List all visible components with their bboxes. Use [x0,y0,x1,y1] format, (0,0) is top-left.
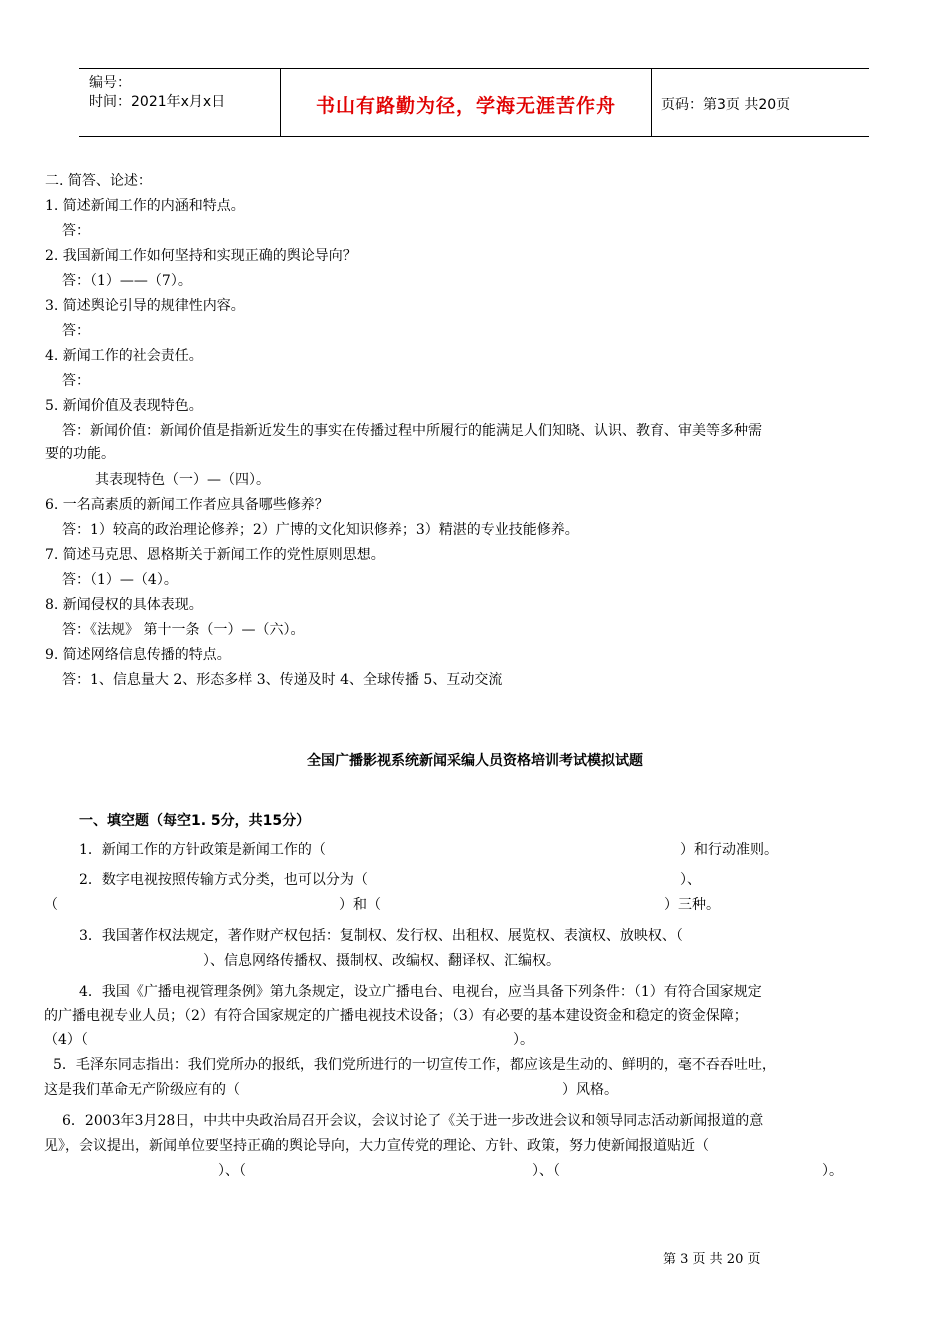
q4-bracket-open: （4）（ [44,1032,88,1048]
q3-text-end: ）、信息网络传播权、摄制权、改编权、翻译权、汇编权。 [203,953,560,969]
question-line: 3. 简述舆论引导的规律性内容。 [45,298,245,314]
q2-text-and: ）和（ [339,897,381,913]
q4-text-end: ）。 [513,1032,534,1048]
q1-text: 1．新闻工作的方针政策是新闻工作的（ [79,842,326,858]
answer-line: 答：1）较高的政治理论修养；2）广博的文化知识修养；3）精湛的专业技能修养。 [62,522,579,538]
q6-text-mid2: ）、（ [532,1163,560,1179]
answer-line: 答： [62,373,90,389]
q5-text-end: ）风格。 [562,1082,618,1098]
q6-text-mid1: ）、（ [218,1163,246,1179]
answer-line: 其表现特色（一）—（四）。 [95,472,270,488]
answer-line: 答： [62,323,90,339]
answer-line: 答：《法规》 第十一条（一）—（六）。 [62,622,305,638]
question-line: 4. 新闻工作的社会责任。 [45,348,203,364]
answer-line: 答：新闻价值：新闻价值是指新近发生的事实在传播过程中所履行的能满足人们知晓、认识、教育、审美等多种需 [62,423,762,439]
q6-text-end: ）。 [822,1163,843,1179]
q1-text-end: ）和行动准则。 [680,842,778,858]
q4-text-cont: 的广播电视专业人员；（2）有符合国家规定的广播电视技术设备；（3）有必要的基本建设资金和稳定的资金保障； [44,1008,748,1024]
answer-line: 答：（1）—（4）。 [62,572,178,588]
question-line: 1. 简述新闻工作的内涵和特点。 [45,198,245,214]
question-line: 7. 简述马克思、恩格斯关于新闻工作的党性原则思想。 [45,547,385,563]
question-line: 2. 我国新闻工作如何坚持和实现正确的舆论导向？ [45,248,357,264]
motto: 书山有路勤为径，学海无涯苦作舟 [315,95,616,117]
time-label: 时间：2021年x月x日 [89,94,226,110]
section-heading: 二. 简答、论述： [45,173,152,189]
page-info: 页码：第3页 共20页 [661,97,791,113]
q6-text: 6．2003年3月28日，中共中央政治局召开会议，会议讨论了《关于进一步改进会议和领导同志活动新闻报道的意 [62,1113,764,1129]
page-footer: 第 3 页 共 20 页 [663,1252,761,1267]
exam-title: 全国广播影视系统新闻采编人员资格培训考试模拟试题 [307,753,643,769]
q6-text-cont: 见》，会议提出，新闻单位要坚持正确的舆论导向，大力宣传党的理论、方针、政策，努力使新闻报道贴近（ [44,1138,709,1154]
q2-bracket-open: （ [44,897,58,913]
question-line: 8. 新闻侵权的具体表现。 [45,597,203,613]
q5-text-cont: 这是我们革命无产阶级应有的（ [44,1082,240,1098]
question-line: 6. 一名高素质的新闻工作者应具备哪些修养？ [45,497,329,513]
q4-text: 4．我国《广播电视管理条例》第九条规定，设立广播电台、电视台，应当具备下列条件：（1）有符合国家规定 [79,984,762,1000]
answer-line: 答： [62,223,90,239]
q5-text: 5．毛泽东同志指出：我们党所办的报纸，我们党所进行的一切宣传工作，都应该是生动的、鲜明的，毫不吞吞吐吐， [53,1057,776,1073]
question-line: 9. 简述网络信息传播的特点。 [45,647,231,663]
q2-text: 2．数字电视按照传输方式分类，也可以分为（ [79,872,368,888]
code-label: 编号： [89,75,131,91]
header-motto-cell [281,69,652,136]
header-table [79,68,869,137]
q2-text-mid: ）、 [680,872,701,888]
answer-line: 要的功能。 [45,446,115,462]
header-page-cell [652,69,869,136]
question-line: 5. 新闻价值及表现特色。 [45,398,203,414]
answer-line: 答：1、信息量大 2、形态多样 3、传递及时 4、全球传播 5、互动交流 [62,672,503,688]
q3-text: 3．我国著作权法规定，著作财产权包括：复制权、发行权、出租权、展览权、表演权、放映权、（ [79,928,683,944]
answer-line: 答：（1）——（7）。 [62,273,192,289]
header-info-cell [79,69,281,136]
q2-text-end: ）三种。 [664,897,720,913]
fill-blank-heading: 一、填空题（每空1. 5分，共15分） [79,813,311,829]
